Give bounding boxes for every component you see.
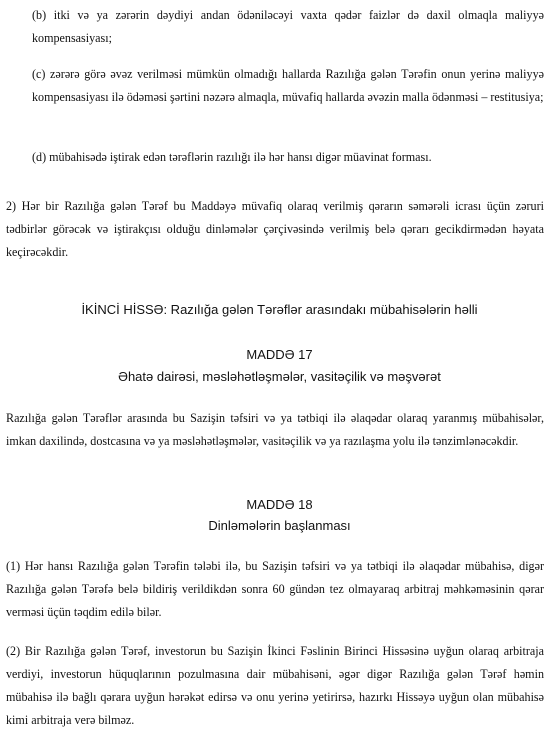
article-18-paragraph-1: (1) Hər hansı Razılığa gələn Tərəfin tələbi ilə, bu Sazişin təfsiri və ya tətbiqi ilə əlaqədar mübahisə, digər Razılığa gələn Tərəfə belə bildiriş verildikdən sonra 60 gündən tez olmayaraq arbitraj məhkəməsinin qərar verməsi üçün təqdim edilə bilər. (6, 559, 544, 619)
article-18-paragraph-2: (2) Bir Razılığa gələn Tərəf, investorun bu Sazişin İkinci Fəslinin Birinci Hissəsinə uyğun olaraq arbitraja verdiyi, investorun hüquqlarının pozulmasına dair mübahisəni, əgər digər Razılığa gələn Tərəf həmin mübahisə ilə bağlı qərara uyğun hərəkət edirsə və onu yerinə yetirirsə, hazırkı Hissəyə uyğun olan mübahisə kimi arbitraja verə bilməz. (6, 644, 544, 727)
article-18-title: Dinləmələrin başlanması (208, 518, 351, 533)
paragraph-b: (b) itki və ya zərərin dəydiyi andan ödəniləcəyi vaxta qədər faizlər də daxil olmaqla maliyyə kompensasiyası; (32, 8, 544, 45)
part-heading: İKİNCİ HİSSƏ: Razılığa gələn Tərəflər arasındakı mübahisələrin həlli (81, 302, 478, 317)
article-17-title: Əhatə dairəsi, məsləhətləşmələr, vasitəçilik və məşvərət (118, 369, 441, 384)
article-17-body: Razılığa gələn Tərəflər arasında bu Sazişin təfsiri və ya tətbiqi ilə əlaqədar olaraq yaranmış mübahisələr, imkan daxilində, dostcasına və ya məsləhətləşmələr, vasitəçilik və ya razılaşma yolu ilə tənzimlənəcəkdir. (6, 411, 544, 448)
paragraph-d: (d) mübahisədə iştirak edən tərəflərin razılığı ilə hər hansı digər müavinat forması. (32, 150, 432, 164)
article-17-number: MADDƏ 17 (246, 347, 313, 362)
article-18-number: MADDƏ 18 (246, 497, 313, 512)
paragraph-2: 2) Hər bir Razılığa gələn Tərəf bu Maddəyə müvafiq olaraq verilmiş qərarın səmərəli icrası üçün zəruri tədbirlər görəcək və iştirakçısı olduğu dinləmələr çərçivəsində verilmiş belə qərarı gecikdirmədən həyata keçirəcəkdir. (6, 199, 544, 259)
paragraph-c: (c) zərərə görə əvəz verilməsi mümkün olmadığı hallarda Razılığa gələn Tərəfin onun yerinə maliyyə kompensasiyası ilə ödəməsi şərtini nəzərə almaqla, müvafiq hallarda əvəzin malla ödənməsi – restitusiya; (32, 67, 544, 104)
